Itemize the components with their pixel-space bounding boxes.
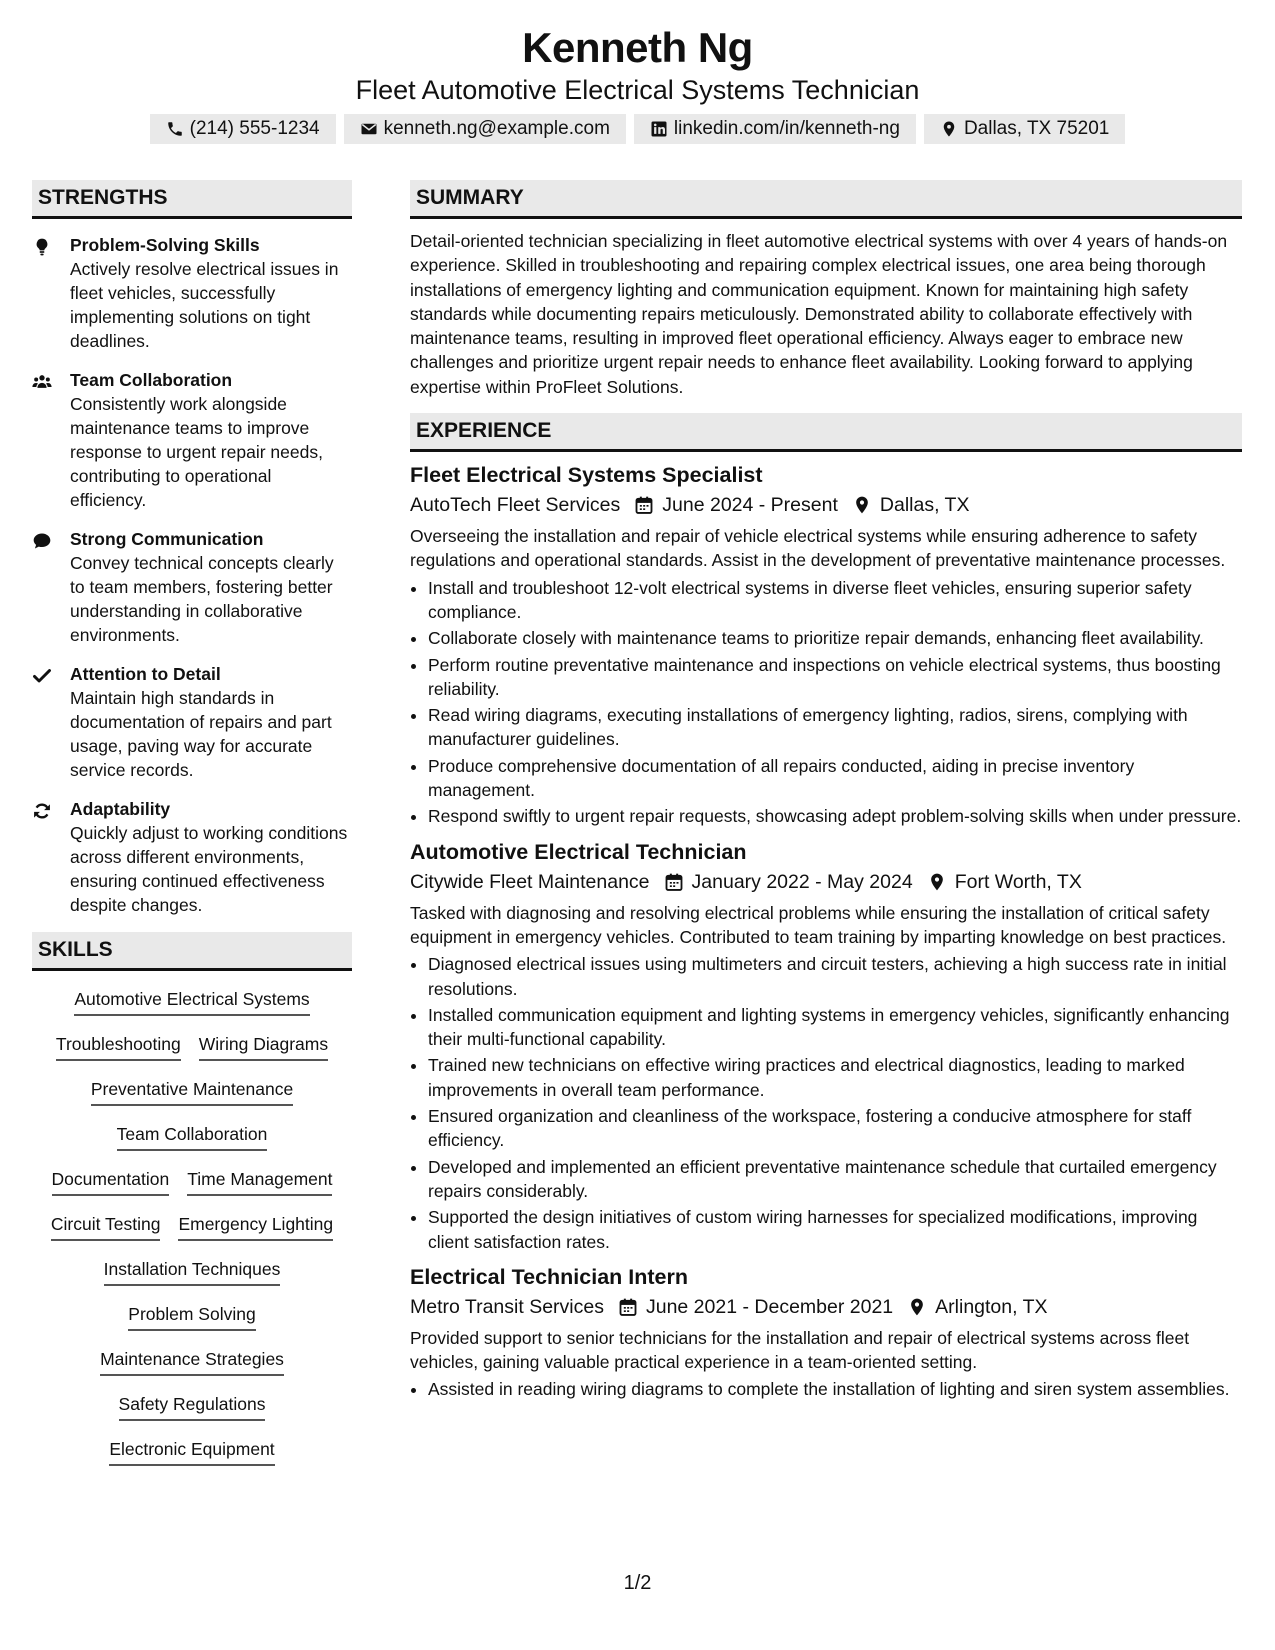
strength-desc: Actively resolve electrical issues in fleet vehicles, successfully implementing solutions on tight deadlines.: [70, 259, 339, 351]
candidate-title: Fleet Automotive Electrical Systems Technician: [355, 75, 920, 105]
map-marker-icon: [940, 120, 958, 138]
job-bullet: • Produce comprehensive documentation of all repairs conducted, aiding in precise inventory management.: [428, 754, 1242, 803]
job-dates: January 2022 - May 2024: [691, 870, 913, 893]
strength-item: [32, 662, 352, 782]
job-location: Dallas, TX: [879, 494, 970, 517]
job-bullet: • Install and troubleshoot 12-volt electrical systems in diverse fleet vehicles, ensuring superior safety compliance.: [428, 576, 1242, 625]
job-meta: [410, 1292, 1242, 1322]
job-description: Tasked with diagnosing and resolving electrical problems while ensuring the installation of critical safety equipment in emergency vehicles. Contributed to team training by imparting knowledge on best practices.: [410, 902, 1227, 947]
skills-list: [32, 987, 352, 1482]
contact-email[interactable]: [344, 114, 626, 144]
job-company: AutoTech Fleet Services: [410, 494, 621, 517]
comment-icon: [32, 531, 52, 551]
phone-text: (214) 555-1234: [189, 118, 320, 139]
page-number: 1/2: [623, 1572, 652, 1594]
contact-location: [924, 114, 1125, 144]
strength-desc: Quickly adjust to working conditions across different environments, ensuring continued effectiveness despite changes.: [70, 823, 348, 915]
check-icon: [32, 666, 52, 686]
skill-tag: Time Management: [187, 1167, 332, 1196]
job-description: Overseeing the installation and repair of vehicle electrical systems while ensuring adherence to safety regulations and operational standards. Assist in the development of preventative maintenance processes.: [410, 526, 1226, 571]
strength-item: [32, 527, 352, 647]
job-entry: [410, 1262, 1242, 1402]
phone-icon: [166, 120, 184, 138]
job-company: Metro Transit Services: [410, 1295, 604, 1318]
job-bullet: • Installed communication equipment and lighting systems in emergency vehicles, significantly enhancing their multi-functional capability.: [428, 1003, 1242, 1052]
job-bullets: [410, 1377, 1242, 1401]
strength-desc: Maintain high standards in documentation of repairs and part usage, paving way for accurate service records.: [70, 688, 332, 780]
map-marker-icon: [907, 1297, 927, 1317]
linkedin-icon: [650, 120, 668, 138]
skills-heading: SKILLS: [32, 932, 352, 971]
sync-icon: [32, 801, 52, 821]
job-bullet: • Ensured organization and cleanliness of the workspace, fostering a conducive atmosphere for staff efficiency.: [428, 1104, 1242, 1153]
strength-title: Adaptability: [70, 799, 171, 819]
job-bullet: • Diagnosed electrical issues using multimeters and circuit testers, achieving a high success rate in initial resolutions.: [428, 952, 1242, 1001]
job-title: Automotive Electrical Technician: [410, 839, 747, 864]
job-title: Electrical Technician Intern: [410, 1264, 688, 1289]
left-column: [32, 180, 352, 1482]
job-meta: [410, 867, 1242, 897]
skill-tag: Automotive Electrical Systems: [74, 987, 309, 1016]
email-text: kenneth.ng@example.com: [383, 118, 610, 139]
skill-tag: Problem Solving: [128, 1302, 255, 1331]
lightbulb-icon: [32, 237, 52, 257]
users-icon: [32, 372, 52, 392]
job-bullets: [410, 952, 1242, 1254]
strength-title: Strong Communication: [70, 529, 264, 549]
skill-tag: Preventative Maintenance: [91, 1077, 293, 1106]
skill-tag: Maintenance Strategies: [100, 1347, 284, 1376]
job-bullet: • Read wiring diagrams, executing installations of emergency lighting, radios, sirens, complying with manufacturer guidelines.: [428, 703, 1242, 752]
skill-tag: Electronic Equipment: [109, 1437, 274, 1466]
strength-item: [32, 233, 352, 353]
job-bullet: • Perform routine preventative maintenance and inspections on vehicle electrical systems, thus boosting reliability.: [428, 653, 1242, 702]
job-bullets: [410, 576, 1242, 829]
calendar-icon: [618, 1297, 638, 1317]
summary-text: Detail-oriented technician specializing in fleet automotive electrical systems with over 4 years of hands-on experience. Skilled in troubleshooting and repairing complex electrical issues, one area being thorough installations of emergency lighting and communication equipment. Known for maintaining high safety standards while documenting repairs meticulously. Demonstrated ability to collaborate effectively with maintenance teams, resulting in improved fleet operational efficiency. Always eager to embrace new challenges and prioritize urgent repair needs to enhance fleet availability. Looking forward to applying expertise within ProFleet Solutions.: [410, 231, 1228, 397]
job-bullet: • Trained new technicians on effective wiring practices and electrical diagnostics, leading to marked improvements in overall team performance.: [428, 1053, 1242, 1102]
calendar-icon: [634, 495, 654, 515]
job-dates: June 2021 - December 2021: [645, 1295, 894, 1318]
job-company: Citywide Fleet Maintenance: [410, 870, 650, 893]
right-column: [410, 180, 1242, 1404]
job-location: Arlington, TX: [935, 1295, 1048, 1318]
contact-linkedin[interactable]: [634, 114, 916, 144]
contact-bar: [0, 114, 1275, 144]
strength-desc: Convey technical concepts clearly to team members, fostering better understanding in collaborative environments.: [70, 553, 334, 645]
job-bullet: • Respond swiftly to urgent repair requests, showcasing adept problem-solving skills when under pressure.: [428, 804, 1242, 828]
strength-desc: Consistently work alongside maintenance teams to improve response to urgent repair needs, contributing to operational efficiency.: [70, 394, 323, 510]
calendar-icon: [664, 872, 684, 892]
strength-item: [32, 368, 352, 512]
job-bullet: • Supported the design initiatives of custom wiring harnesses for specialized modifications, improving client satisfaction rates.: [428, 1205, 1242, 1254]
contact-phone[interactable]: [150, 114, 336, 144]
skill-tag: Installation Techniques: [104, 1257, 281, 1286]
skill-tag: Troubleshooting: [56, 1032, 181, 1061]
map-marker-icon: [927, 872, 947, 892]
job-bullet: • Collaborate closely with maintenance teams to prioritize repair demands, enhancing fleet availability.: [428, 626, 1242, 650]
job-bullet: • Developed and implemented an efficient preventative maintenance schedule that curtailed emergency repairs considerably.: [428, 1155, 1242, 1204]
linkedin-text: linkedin.com/in/kenneth-ng: [673, 118, 900, 139]
job-title: Fleet Electrical Systems Specialist: [410, 463, 763, 488]
job-dates: June 2024 - Present: [662, 494, 838, 517]
job-entry: [410, 460, 1242, 829]
strength-title: Team Collaboration: [70, 370, 233, 390]
job-location: Fort Worth, TX: [954, 870, 1082, 893]
skill-tag: Wiring Diagrams: [199, 1032, 328, 1061]
strengths-heading: STRENGTHS: [32, 180, 352, 219]
skill-tag: Circuit Testing: [51, 1212, 161, 1241]
location-text: Dallas, TX 75201: [963, 118, 1110, 139]
experience-heading: EXPERIENCE: [410, 413, 1242, 452]
job-bullet: • Assisted in reading wiring diagrams to complete the installation of lighting and siren system assemblies.: [428, 1377, 1242, 1401]
job-meta: [410, 490, 1242, 520]
candidate-name: Kenneth Ng: [522, 24, 753, 71]
job-description: Provided support to senior technicians for the installation and repair of electrical systems across fleet vehicles, gaining valuable practical experience in a team-oriented setting.: [410, 1327, 1190, 1373]
map-marker-icon: [852, 495, 872, 515]
resume-header: [0, 22, 1275, 144]
envelope-icon: [360, 120, 378, 138]
skill-tag: Safety Regulations: [119, 1392, 266, 1421]
strength-item: [32, 797, 352, 917]
strengths-list: [32, 233, 352, 917]
skill-tag: Documentation: [52, 1167, 170, 1196]
summary-heading: SUMMARY: [410, 180, 1242, 219]
job-entry: [410, 837, 1242, 1254]
strength-title: Attention to Detail: [70, 664, 221, 684]
skill-tag: Team Collaboration: [117, 1122, 268, 1151]
skill-tag: Emergency Lighting: [178, 1212, 333, 1241]
strength-title: Problem-Solving Skills: [70, 235, 260, 255]
